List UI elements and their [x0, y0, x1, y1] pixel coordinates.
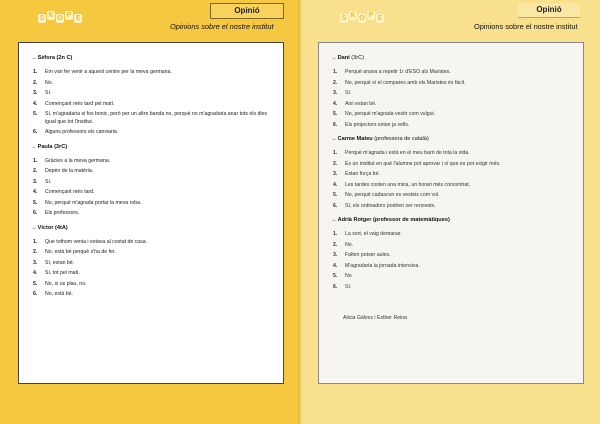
answer-text: No	[345, 273, 352, 279]
answer-text: No, perquè sí el compares amb els Maristes és fàcil.	[345, 79, 466, 86]
answer-number: 5.	[333, 192, 338, 198]
answer-item	[333, 252, 573, 260]
answer-number: 1.	[333, 69, 338, 75]
answer-list	[333, 69, 573, 129]
article-author: Alicia Gálvez i Esther Reina	[343, 315, 408, 321]
logo-letter: K	[350, 11, 356, 19]
answer-text: Em van fer venir a aquest centre per la meva germana.	[45, 69, 172, 75]
answer-number: 2.	[33, 168, 38, 174]
interview-section	[331, 55, 573, 129]
answer-number: 4.	[33, 270, 38, 276]
answer-text: Les tardes costen una mica, un horari més concentrat.	[345, 181, 471, 188]
interview-section	[31, 55, 273, 137]
answer-text: Començant més tard.	[45, 189, 95, 195]
interviewee-role: (3rC)	[351, 55, 365, 61]
answer-list	[33, 157, 273, 218]
interviewee-heading	[31, 55, 273, 61]
logo-letter: P	[66, 11, 72, 19]
answer-number: 6.	[33, 210, 38, 216]
interviewee-name: Víctor (4tA)	[37, 224, 68, 231]
interviewee-heading	[31, 225, 273, 231]
answer-item	[333, 262, 573, 271]
answer-text: Perquè anava a repetir 1r d'ESO als Maristes.	[345, 69, 451, 75]
answer-text: Falten potser aules.	[345, 252, 391, 258]
answer-item	[333, 202, 573, 211]
answer-number: 3.	[33, 259, 38, 266]
answer-number: 2.	[333, 79, 338, 86]
answer-text: Sí.	[45, 90, 52, 96]
answer-text: No, està bé.	[45, 291, 73, 297]
answer-item	[333, 241, 573, 250]
answer-text: La sort, el vaig demanar.	[345, 231, 402, 237]
answer-item	[33, 111, 273, 126]
arrow-icon: →	[31, 143, 37, 150]
answer-text: Els professors.	[45, 210, 80, 216]
answer-text: Sí, els ordinadors podrien ser renovats.	[345, 202, 436, 209]
answer-item	[333, 69, 573, 77]
answer-text: Sí.	[345, 90, 352, 96]
answer-item	[33, 129, 273, 137]
answer-text: No, perquè m'agrada portar la meva roba.	[45, 199, 142, 206]
interviewee-name: Carme Mateu	[337, 136, 373, 142]
answer-text: Estan força bé.	[345, 171, 380, 177]
answer-text: Sí.	[345, 283, 352, 290]
answer-item	[333, 100, 573, 109]
page-subtitle: Opinions sobre el nostre institut	[170, 22, 274, 31]
answer-text: Que tothom venia i estava al costat de casa.	[45, 238, 148, 245]
answer-number: 4.	[33, 100, 38, 107]
answer-item	[333, 181, 573, 190]
interviewee-name: Sèfora (2n C)	[37, 55, 73, 61]
answer-text: Sí, m'agradaria si fos bonic, però per un altre banda no, perquè no m'agradaria anar tots els dies igual que tot l'institut.	[45, 111, 268, 125]
answer-number: 4.	[333, 181, 338, 188]
answer-number: 2.	[333, 241, 338, 248]
answer-number: 5.	[33, 111, 38, 117]
answer-item	[33, 90, 273, 98]
answer-item	[33, 157, 273, 166]
section-tag: Opinió	[210, 3, 284, 19]
answer-text: No, perquè m'agrada vestir com vulgui.	[345, 111, 436, 117]
answer-number: 5.	[33, 199, 38, 206]
page-subtitle: Opinions sobre el nostre institut	[474, 22, 578, 31]
answer-text: No, perquè cadascun es vesteix com vol.	[345, 192, 440, 198]
answer-item	[333, 273, 573, 281]
answer-number: 2.	[33, 79, 38, 86]
answer-number: 2.	[333, 160, 338, 167]
answer-text: Així estan bé.	[345, 100, 377, 107]
answer-item	[333, 111, 573, 119]
answer-number: 3.	[33, 178, 38, 185]
answer-item	[333, 79, 573, 88]
interviewee-name: Paula (3rC)	[37, 143, 68, 150]
answer-item	[333, 121, 573, 130]
interviewee-role: (professora de català)	[374, 136, 429, 142]
answer-number: 1.	[33, 157, 38, 164]
logo-letter: S	[341, 14, 347, 22]
answer-text: Els projectors estan ja vells.	[345, 121, 410, 128]
interviewee-name: Dani	[337, 55, 350, 61]
answer-item	[333, 192, 573, 200]
logo-letter: O	[359, 14, 365, 22]
answer-item	[333, 160, 573, 169]
answer-number: 3.	[33, 90, 38, 96]
answer-number: 5.	[33, 280, 38, 287]
answer-number: 1.	[333, 231, 338, 237]
answer-item	[333, 231, 573, 239]
interview-sheet-left	[18, 42, 284, 384]
interview-section	[31, 144, 273, 218]
answer-list	[33, 69, 273, 137]
page-fold	[298, 0, 302, 424]
skope-logo	[340, 11, 384, 23]
answer-item	[33, 291, 273, 299]
arrow-icon: →	[331, 136, 337, 142]
answer-list	[33, 238, 273, 299]
answer-item	[33, 79, 273, 88]
answer-number: 4.	[333, 262, 338, 269]
answer-item	[333, 150, 573, 158]
answer-text: Sí, tot pel matí.	[45, 270, 80, 276]
answer-text: No.	[45, 79, 54, 86]
logo-letter: O	[57, 14, 63, 22]
answer-number: 6.	[333, 283, 338, 290]
answer-number: 1.	[33, 69, 38, 75]
answer-item	[33, 100, 273, 109]
answer-number: 2.	[33, 249, 38, 255]
skope-logo	[38, 11, 82, 23]
answer-number: 3.	[333, 90, 338, 96]
interviewee-name: Adrià Rotger (professor de matemàtiques)	[337, 217, 450, 223]
answer-text: És un institut en què l'alumne pot aprovar i sí que es pot exigir més.	[345, 160, 501, 167]
answer-item	[33, 238, 273, 247]
answer-item	[33, 280, 273, 289]
answer-text: Gràcies a la meva germana.	[45, 157, 111, 164]
answer-text: Sí, estan bé.	[45, 259, 75, 266]
answer-text: Perquè m'agrada i està en el meu barri de tota la vida.	[345, 150, 470, 156]
answer-item	[333, 283, 573, 292]
answer-item	[33, 270, 273, 278]
arrow-icon: →	[331, 55, 337, 61]
answer-text: Alguns professors els canviaria.	[45, 129, 119, 135]
logo-letter: E	[75, 14, 81, 22]
answer-text: No.	[345, 241, 354, 248]
answer-item	[33, 168, 273, 176]
answer-item	[33, 210, 273, 218]
answer-item	[33, 249, 273, 257]
answer-item	[33, 199, 273, 208]
interview-section	[331, 217, 573, 291]
logo-letter: P	[368, 11, 374, 19]
arrow-icon: →	[331, 217, 337, 223]
answer-text: Depèn de la matèria.	[45, 168, 94, 174]
answer-number: 6.	[33, 129, 38, 135]
answer-text: No, està bé perquè s'ha de fer.	[45, 249, 116, 255]
logo-letter: S	[39, 14, 45, 22]
answer-item	[333, 171, 573, 179]
section-tag: Opinió	[518, 3, 580, 18]
logo-letter: K	[48, 11, 54, 19]
answer-number: 4.	[33, 189, 38, 195]
answer-list	[333, 150, 573, 210]
answer-item	[33, 189, 273, 197]
answer-text: No, si us plau, no.	[45, 280, 87, 287]
answer-number: 6.	[33, 291, 38, 297]
answer-item	[333, 90, 573, 98]
interview-section	[31, 225, 273, 299]
interviewee-heading	[331, 217, 573, 223]
answer-text: M'agradaria la jornada intensiva.	[345, 262, 420, 269]
answer-item	[33, 259, 273, 268]
answer-item	[33, 69, 273, 77]
interviewee-heading	[331, 136, 573, 142]
interview-section	[331, 136, 573, 210]
logo-letter: E	[377, 14, 383, 22]
arrow-icon: →	[31, 224, 37, 231]
answer-number: 1.	[333, 150, 338, 156]
answer-text: Començant més tard pel matí.	[45, 100, 115, 107]
answer-number: 3.	[333, 171, 338, 177]
interviewee-heading	[31, 144, 273, 150]
answer-number: 5.	[333, 273, 338, 279]
answer-number: 3.	[333, 252, 338, 258]
answer-number: 1.	[33, 238, 38, 245]
answer-number: 4.	[333, 100, 338, 107]
interviewee-heading	[331, 55, 573, 61]
answer-number: 6.	[333, 121, 338, 128]
answer-number: 5.	[333, 111, 338, 117]
interview-sheet-right	[318, 42, 584, 384]
answer-text: Sí.	[45, 178, 52, 185]
answer-number: 6.	[333, 202, 338, 209]
answer-item	[33, 178, 273, 187]
arrow-icon: →	[31, 55, 37, 61]
answer-list	[333, 231, 573, 291]
